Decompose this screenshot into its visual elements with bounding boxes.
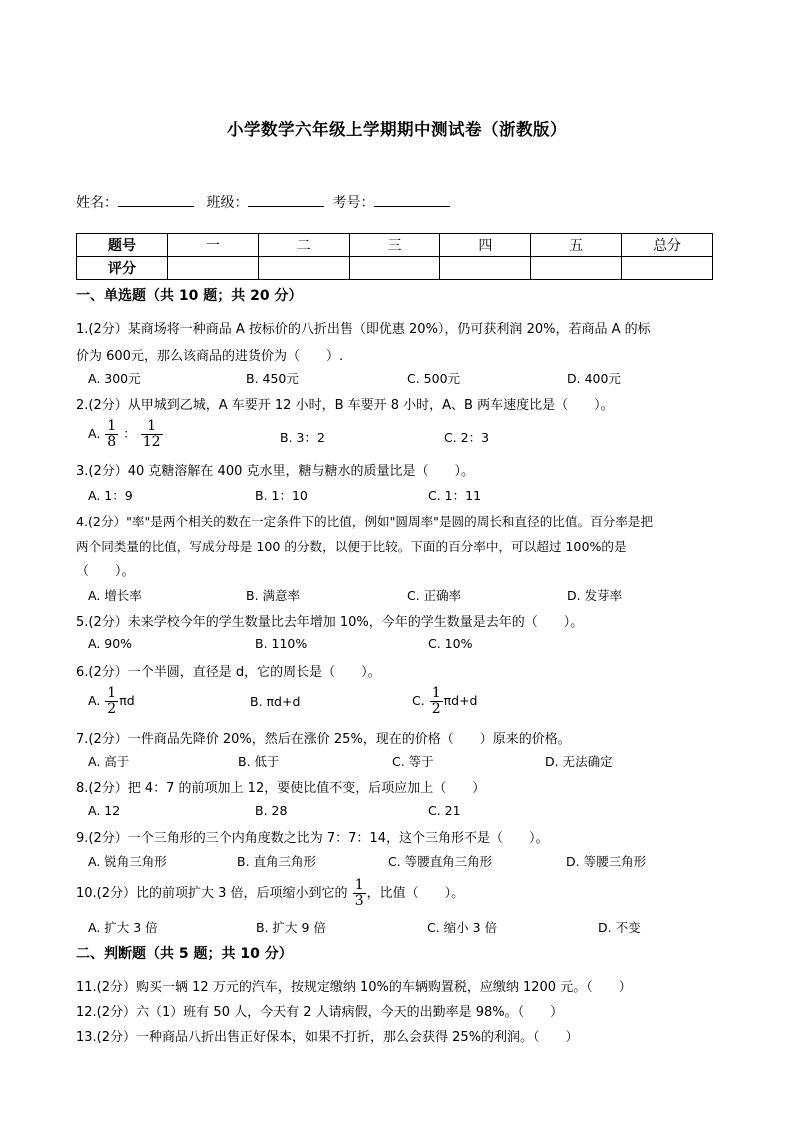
option-suffix: πd+d	[443, 693, 478, 708]
score-table-cell: 题号	[77, 234, 168, 257]
class-blank	[248, 192, 324, 207]
question-text: 5.(2分）未来学校今年的学生数量比去年增加 10%，今年的学生数量是去年的（ ）。	[76, 615, 584, 630]
section-heading: 二、判断题（共 5 题；共 10 分）	[76, 946, 293, 962]
student-info-row	[76, 192, 458, 212]
option-c: C. 等腰直角三角形	[388, 854, 493, 869]
question-text: 两个同类量的比值，写成分母是 100 的分数，以便于比较。下面的百分率中，可以超过 100%的是	[76, 539, 627, 554]
option-a: A. 扩大 3 倍	[88, 920, 158, 935]
fraction	[105, 686, 118, 717]
option-a	[88, 419, 164, 450]
option-c: C. 2：3	[444, 430, 490, 445]
fraction	[105, 419, 118, 450]
score-table-cell: 三	[349, 234, 440, 257]
question-text: 11.(2分）购买一辆 12 万元的汽车，按规定缴纳 10%的车辆购置税，应缴纳 1200 元。（ ）	[76, 980, 632, 995]
exam-number-blank	[374, 192, 450, 207]
option-d: D. 不变	[598, 920, 641, 935]
fraction	[141, 419, 163, 450]
option-b: B. 110%	[255, 636, 308, 651]
question-text: 4.(2分）"率"是两个相关的数在一定条件下的比值，例如"圆周率"是圆的周长和直径的比值。百分率是把	[76, 514, 654, 529]
option-c	[412, 686, 477, 717]
question-prefix: 10.(2分）比的前项扩大 3 倍，后项缩小到它的	[76, 886, 348, 901]
option-c: C. 1：11	[428, 488, 482, 503]
score-table-header-row	[77, 234, 713, 257]
option-d: D. 400元	[567, 371, 621, 386]
option-d: D. 发芽率	[567, 588, 623, 603]
question-text	[76, 878, 464, 909]
option-c: C. 10%	[428, 636, 473, 651]
option-a: A. 增长率	[88, 588, 142, 603]
option-a: A. 1：9	[88, 488, 133, 503]
option-b: B. 450元	[246, 371, 299, 386]
option-b: B. 直角三角形	[237, 854, 317, 869]
option-a: A. 锐角三角形	[88, 854, 167, 869]
option-d: D. 无法确定	[545, 754, 613, 769]
score-table-cell: 一	[168, 234, 259, 257]
score-table-score-row	[77, 257, 713, 280]
denominator: 8	[107, 434, 117, 450]
question-text: 2.(2分）从甲城到乙城，A 车要开 12 小时，B 车要开 8 小时，A、B 两车速度比是（ ）。	[76, 398, 614, 413]
question-text: 6.(2分）一个半圆，直径是 d，它的周长是（ ）。	[76, 665, 381, 680]
question-text: 12.(2分）六（1）班有 50 人，今天有 2 人请病假，今天的出勤率是 98%。（ ）	[76, 1005, 564, 1020]
score-table	[76, 233, 713, 280]
score-table-cell: 评分	[77, 257, 168, 280]
score-table-cell	[440, 257, 531, 280]
option-a: A. 300元	[88, 371, 141, 386]
option-b: B. πd+d	[250, 694, 301, 709]
option-c: C. 等于	[392, 754, 434, 769]
option-prefix: A.	[88, 426, 101, 441]
question-suffix: ，比值（ ）。	[366, 886, 465, 901]
score-table-cell: 总分	[622, 234, 713, 257]
option-a	[88, 686, 135, 717]
score-table-cell: 四	[440, 234, 531, 257]
numerator: 1	[431, 685, 441, 701]
denominator: 2	[431, 701, 441, 717]
option-d: D. 等腰三角形	[566, 854, 647, 869]
class-label: 班级：	[206, 195, 249, 211]
score-table-cell	[349, 257, 440, 280]
option-c: C. 500元	[407, 371, 461, 386]
question-text: （ ）。	[76, 564, 135, 579]
score-table-cell	[622, 257, 713, 280]
name-blank	[118, 192, 194, 207]
numerator: 1	[354, 877, 364, 893]
score-table-cell	[531, 257, 622, 280]
ratio-separator: ：	[123, 426, 136, 441]
option-b: B. 扩大 9 倍	[256, 920, 326, 935]
option-c: C. 缩小 3 倍	[427, 920, 498, 935]
denominator: 12	[142, 434, 161, 450]
question-text: 8.(2分）把 4：7 的前项加上 12，要使比值不变，后项应加上（ ）	[76, 781, 486, 796]
option-c: C. 正确率	[407, 588, 462, 603]
option-c: C. 21	[428, 803, 461, 818]
option-b: B. 3：2	[280, 430, 325, 445]
question-text: 13.(2分）一种商品八折出售正好保本，如果不打折，那么会获得 25%的利润。（ ）	[76, 1030, 579, 1045]
score-table-cell: 二	[258, 234, 349, 257]
option-b: B. 满意率	[246, 588, 301, 603]
option-a: A. 90%	[88, 636, 133, 651]
denominator: 3	[354, 893, 364, 909]
question-text: 价为 600元，那么该商品的进货价为（ ）.	[76, 349, 344, 364]
option-b: B. 低于	[238, 754, 280, 769]
section-heading: 一、单选题（共 10 题；共 20 分）	[76, 288, 303, 304]
name-label: 姓名：	[76, 195, 118, 211]
question-text: 3.(2分）40 克糖溶解在 400 克水里，糖与糖水的质量比是（ ）。	[76, 464, 474, 479]
question-text: 7.(2分）一件商品先降价 20%，然后在涨价 25%，现在的价格（ ）原来的价格。	[76, 732, 571, 747]
question-text: 9.(2分）一个三角形的三个内角度数之比为 7：7：14，这个三角形不是（ ）。	[76, 831, 549, 846]
denominator: 2	[107, 701, 117, 717]
option-b: B. 1：10	[255, 488, 308, 503]
score-table-cell	[258, 257, 349, 280]
option-suffix: πd	[119, 693, 135, 708]
numerator: 1	[107, 418, 117, 434]
fraction	[353, 878, 366, 909]
numerator: 1	[141, 419, 163, 435]
page-title: 小学数学六年级上学期期中测试卷（浙教版）	[227, 120, 567, 139]
option-prefix: A.	[88, 693, 101, 708]
fraction	[430, 686, 443, 717]
question-text: 1.(2分）某商场将一种商品 A 按标价的八折出售（即优惠 20%），仍可获利润 20%，若商品 A 的标	[76, 322, 651, 337]
numerator: 1	[107, 685, 117, 701]
option-b: B. 28	[255, 803, 288, 818]
option-a: A. 12	[88, 803, 121, 818]
score-table-cell: 五	[531, 234, 622, 257]
option-prefix: C.	[412, 693, 425, 708]
exam-number-label: 考号：	[332, 195, 375, 211]
score-table-cell	[168, 257, 259, 280]
option-a: A. 高于	[88, 754, 130, 769]
